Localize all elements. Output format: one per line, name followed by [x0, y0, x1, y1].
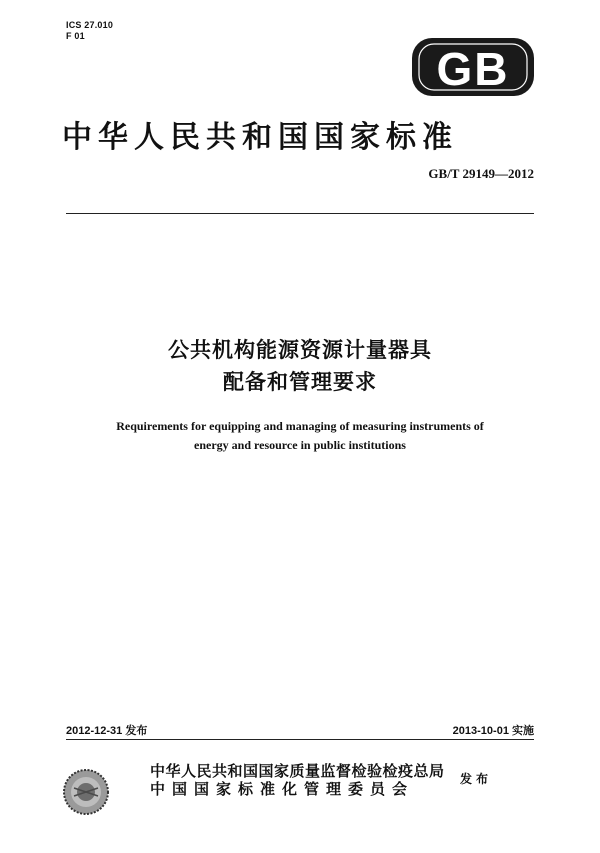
chinese-title-line2: 配备和管理要求 — [223, 370, 377, 394]
official-seal-icon — [62, 768, 110, 816]
issuer-line2: 中国国家标准化管理委员会 — [150, 780, 415, 798]
standard-number: GB/T 29149—2012 — [428, 166, 534, 181]
issue-date: 2012-12-31 发布 — [66, 725, 148, 737]
english-title-line2: energy and resource in public institutions — [194, 438, 406, 452]
gb-logo-text: GB — [436, 43, 510, 95]
ccs-code: F 01 — [66, 31, 85, 41]
english-title-line1: Requirements for equipping and managing of measuring instruments of — [116, 419, 484, 433]
national-standard-title: 中华人民共和国国家标准 — [62, 120, 458, 155]
gb-logo-icon — [412, 38, 534, 96]
bottom-divider — [66, 739, 534, 740]
ics-code: ICS 27.010 — [66, 20, 114, 30]
top-divider — [66, 213, 534, 214]
implementation-date: 2013-10-01 实施 — [452, 725, 534, 737]
publish-label: 发布 — [460, 772, 493, 786]
chinese-title-line1: 公共机构能源资源计量器具 — [168, 338, 432, 362]
issuer-line1: 中华人民共和国国家质量监督检验检疫总局 — [150, 762, 445, 780]
